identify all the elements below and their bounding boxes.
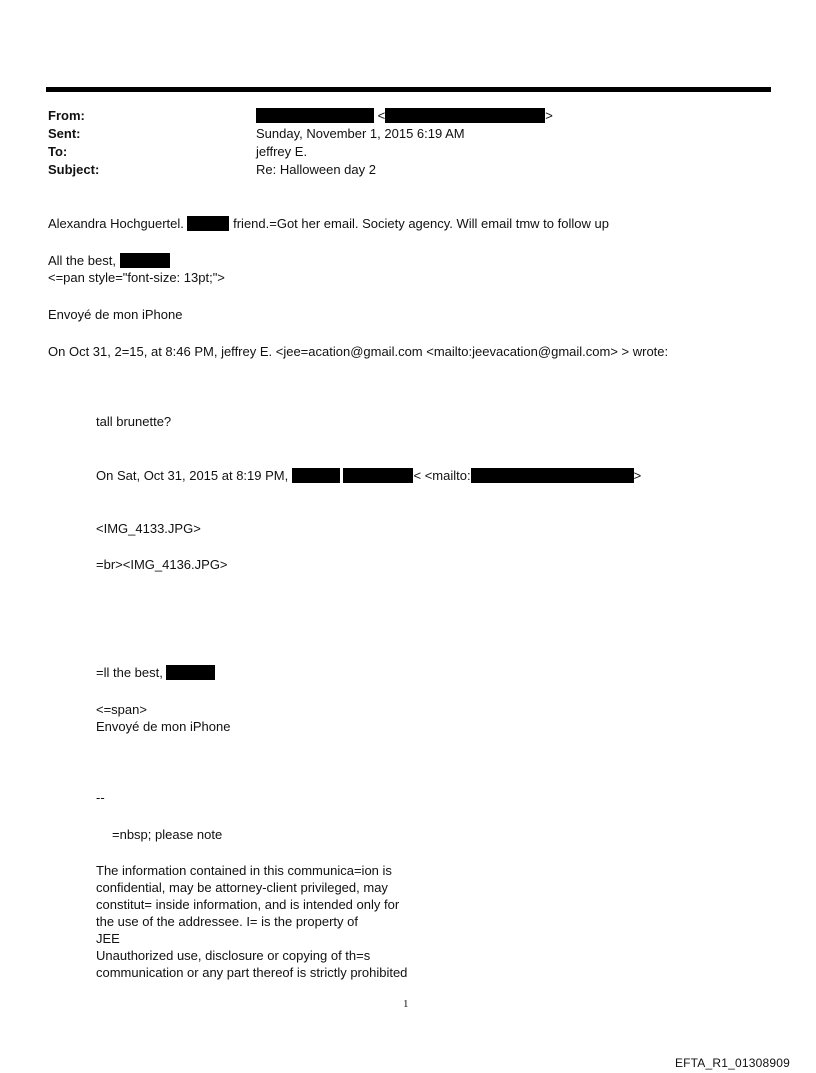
on-sat-text: On Sat, Oct 31, 2015 at 8:19 PM, [96,468,289,483]
redaction [343,468,413,483]
quoted-signoff-text: =ll the best, [96,665,163,680]
disclaimer-line: communication or any part thereof is strictly prohibited [96,965,408,980]
to-value: jeffrey E. [256,144,308,159]
from-gt: > [545,108,553,123]
disclaimer-line: The information contained in this communica=ion is [96,863,392,878]
quoted-please-note: =nbsp; please note [112,827,223,842]
subject-label: Subject: [48,162,100,177]
quoted-question: tall brunette? [96,414,172,429]
quoted-signoff [96,664,215,682]
redaction [166,665,215,680]
disclaimer-line: JEE [96,931,120,946]
header-rule [46,87,771,92]
mailto-close: > [633,468,642,483]
quoted-img-1: <IMG_4133.JPG> [96,521,201,536]
redaction [292,468,340,483]
redaction [187,216,229,231]
page-number: 1 [403,998,409,1010]
body-sent-from: Envoyé de mon iPhone [48,307,183,322]
quoted-dashes: -- [96,790,105,805]
subject-value: Re: Halloween day 2 [256,162,376,177]
sent-label: Sent: [48,126,81,141]
from-value [256,107,553,125]
disclaimer-line: constitut= inside information, and is intended only for [96,897,400,912]
signoff-text: All the best, [48,253,116,268]
from-label: From: [48,108,85,123]
disclaimer [96,862,436,981]
sent-value: Sunday, November 1, 2015 6:19 AM [256,126,465,141]
disclaimer-line: the use of the addressee. I= is the property of [96,914,358,929]
quoted-img-2: =br><IMG_4136.JPG> [96,557,228,572]
body-span-code: <=pan style="font-size: 13pt;"> [48,270,225,285]
body-line-1 [48,215,609,233]
redaction [385,108,545,123]
body-text-a: Alexandra Hochguertel. [48,216,184,231]
quoted-sent-from: Envoyé de mon iPhone [96,719,231,734]
redaction [120,253,170,268]
bates-number: EFTA_R1_01308909 [674,1056,790,1070]
quoted-on-sat [96,467,641,485]
redaction [471,468,634,483]
mailto-text: < <mailto: [413,468,471,483]
quoted-span-close: <=span> [96,702,147,717]
from-lt: < [377,108,386,123]
disclaimer-line: confidential, may be attorney-client privileged, may [96,880,388,895]
to-label: To: [48,144,68,159]
body-text-b: friend.=Got her email. Society agency. Will email tmw to follow up [233,216,609,231]
quote-intro: On Oct 31, 2=15, at 8:46 PM, jeffrey E. <jee=acation@gmail.com <mailto:jeevacation@gmail.com> > wrote: [48,344,669,359]
redaction [256,108,374,123]
body-signoff [48,252,170,270]
disclaimer-line: Unauthorized use, disclosure or copying of th=s [96,948,371,963]
